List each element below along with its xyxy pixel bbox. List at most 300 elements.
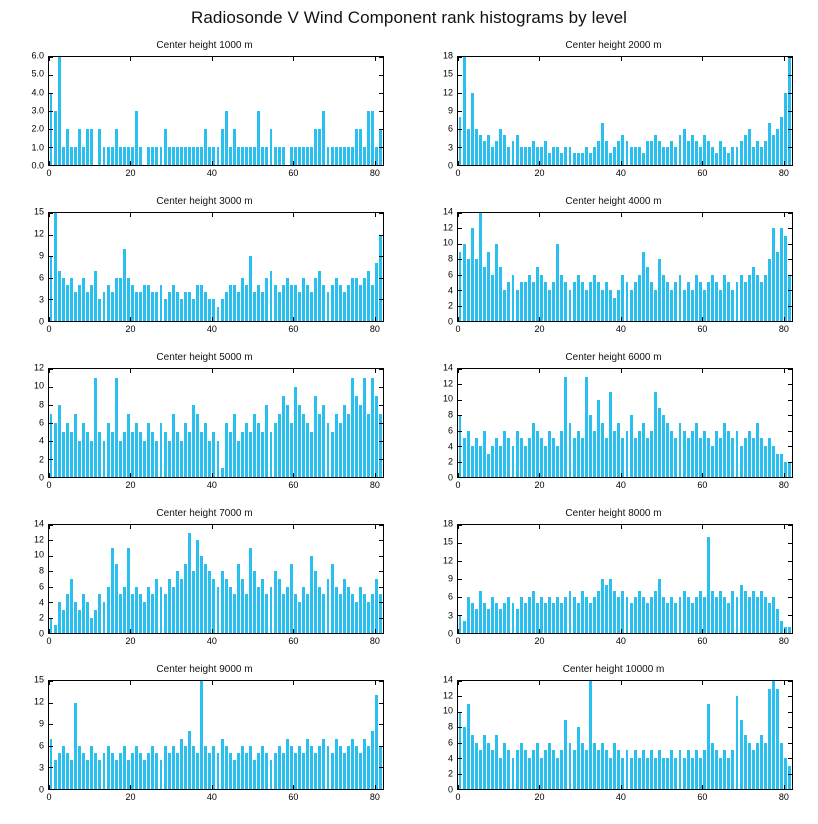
bar: [155, 292, 158, 321]
bar: [487, 135, 490, 165]
y-tick-label: 14: [442, 674, 453, 685]
bar: [233, 594, 236, 633]
bar: [188, 292, 191, 321]
bar: [683, 591, 686, 633]
y-tick-label: 2: [447, 768, 453, 779]
bar: [115, 278, 118, 321]
bar: [752, 267, 755, 321]
bar: [544, 603, 547, 633]
bar: [679, 750, 682, 789]
bar: [679, 275, 682, 321]
x-tick-label: 60: [697, 324, 708, 334]
bar: [772, 228, 775, 321]
bar: [569, 423, 572, 477]
bar: [62, 278, 65, 321]
bar: [367, 414, 370, 477]
bar: [62, 147, 65, 165]
bar: [249, 432, 252, 477]
bar: [503, 135, 506, 165]
bar: [503, 743, 506, 789]
plot-frame: [457, 524, 793, 634]
bar: [585, 750, 588, 789]
y-tick-mark: [788, 213, 792, 214]
bar: [359, 129, 362, 165]
x-tick-mark: [49, 473, 50, 477]
x-tick-label: 0: [46, 480, 52, 490]
bar: [601, 743, 604, 789]
bar: [609, 290, 612, 321]
bar: [86, 602, 89, 633]
bar: [471, 446, 474, 477]
y-tick-label: 0: [447, 472, 453, 483]
bar: [379, 594, 382, 633]
y-tick-mark: [458, 758, 462, 759]
bar: [776, 454, 779, 477]
bar: [459, 252, 462, 321]
bar: [589, 603, 592, 633]
bar: [638, 758, 641, 789]
bar: [306, 147, 309, 165]
x-axis-labels: [48, 636, 384, 650]
bar: [164, 299, 167, 321]
bar: [168, 441, 171, 477]
bar: [115, 378, 118, 477]
bar: [212, 746, 215, 789]
y-tick-mark: [788, 275, 792, 276]
x-tick-label: 0: [455, 324, 461, 334]
bar: [752, 591, 755, 633]
bar: [564, 282, 567, 321]
y-tick-label: 0: [447, 160, 453, 171]
chart-panel: [0, 40, 409, 196]
x-tick-mark: [539, 317, 540, 321]
x-tick-mark: [293, 525, 294, 529]
x-tick-label: 40: [615, 636, 626, 646]
bar: [589, 153, 592, 165]
bar: [658, 750, 661, 789]
bar: [491, 750, 494, 789]
bar: [119, 278, 122, 321]
bar: [564, 147, 567, 165]
bar: [707, 141, 710, 165]
bar: [491, 446, 494, 477]
bar: [371, 378, 374, 477]
y-tick-mark: [379, 540, 383, 541]
y-tick-mark: [49, 477, 53, 478]
y-tick-mark: [788, 597, 792, 598]
bar: [314, 129, 317, 165]
x-tick-mark: [458, 161, 459, 165]
x-tick-mark: [539, 681, 540, 685]
bar: [605, 750, 608, 789]
bar: [744, 282, 747, 321]
bar: [764, 446, 767, 477]
y-tick-mark: [788, 57, 792, 58]
y-tick-mark: [458, 543, 462, 544]
bar: [524, 147, 527, 165]
bar: [666, 603, 669, 633]
bar: [748, 743, 751, 789]
bar: [475, 609, 478, 633]
bar: [290, 147, 293, 165]
y-tick-label: 15: [33, 206, 44, 217]
bar: [503, 431, 506, 477]
bar: [139, 292, 142, 321]
bar: [715, 597, 718, 633]
bar: [74, 147, 77, 165]
bar: [294, 285, 297, 321]
bar: [711, 275, 714, 321]
y-tick-mark: [379, 165, 383, 166]
bar: [617, 423, 620, 477]
bar: [495, 438, 498, 477]
x-tick-mark: [621, 317, 622, 321]
bar-series: [49, 681, 383, 789]
bar: [654, 135, 657, 165]
bar: [310, 556, 313, 633]
y-tick-mark: [788, 111, 792, 112]
bar: [331, 753, 334, 789]
x-tick-label: 0: [46, 636, 52, 646]
x-tick-mark: [293, 161, 294, 165]
bar: [363, 147, 366, 165]
x-tick-mark: [458, 213, 459, 217]
bar: [90, 746, 93, 789]
y-tick-mark: [379, 405, 383, 406]
x-tick-mark: [49, 525, 50, 529]
bar: [188, 432, 191, 477]
bar: [217, 147, 220, 165]
y-tick-mark: [49, 587, 53, 588]
y-tick-mark: [788, 543, 792, 544]
bar: [245, 285, 248, 321]
bar: [646, 438, 649, 477]
bar: [58, 405, 61, 477]
bar: [78, 129, 81, 165]
bar: [74, 414, 77, 477]
y-tick-mark: [458, 228, 462, 229]
bar: [540, 147, 543, 165]
bar: [516, 290, 519, 321]
bar: [331, 432, 334, 477]
bar: [613, 431, 616, 477]
bar: [196, 753, 199, 789]
bar: [237, 441, 240, 477]
x-axis-labels: [457, 324, 793, 338]
bar: [135, 587, 138, 633]
x-tick-label: 0: [46, 792, 52, 802]
bar: [151, 594, 154, 633]
bar: [164, 432, 167, 477]
y-tick-mark: [379, 441, 383, 442]
bar: [229, 753, 232, 789]
bar: [719, 141, 722, 165]
bar: [581, 282, 584, 321]
bar: [290, 564, 293, 633]
bar: [744, 591, 747, 633]
x-tick-label: 20: [125, 324, 136, 334]
bar: [371, 285, 374, 321]
x-tick-mark: [539, 57, 540, 61]
y-tick-label: 10: [33, 549, 44, 560]
bar: [274, 147, 277, 165]
bar: [298, 746, 301, 789]
bar: [597, 750, 600, 789]
y-tick-mark: [49, 75, 53, 76]
bar: [261, 292, 264, 321]
x-tick-mark: [49, 317, 50, 321]
bar: [573, 750, 576, 789]
bar: [687, 282, 690, 321]
y-tick-mark: [788, 579, 792, 580]
bar: [727, 758, 730, 789]
chart-panel: [0, 196, 409, 352]
bar: [715, 431, 718, 477]
bar: [82, 278, 85, 321]
bar: [339, 423, 342, 477]
bar: [200, 285, 203, 321]
bar: [131, 594, 134, 633]
bar: [282, 396, 285, 477]
bar: [278, 414, 281, 477]
x-tick-label: 20: [125, 792, 136, 802]
bar: [528, 758, 531, 789]
x-tick-label: 60: [288, 636, 299, 646]
bar-series: [458, 525, 792, 633]
x-tick-label: 80: [369, 636, 380, 646]
bar: [471, 735, 474, 789]
bar: [58, 602, 61, 633]
bar: [687, 597, 690, 633]
y-tick-mark: [458, 774, 462, 775]
bar: [674, 147, 677, 165]
bar: [111, 147, 114, 165]
x-tick-label: 80: [778, 168, 789, 178]
bar: [609, 392, 612, 477]
bar: [155, 753, 158, 789]
bar: [192, 405, 195, 477]
y-tick-label: 9: [38, 718, 44, 729]
bar: [573, 282, 576, 321]
bar: [642, 153, 645, 165]
y-tick-mark: [49, 405, 53, 406]
bar: [257, 111, 260, 165]
panel-title: Center height 8000 m: [565, 508, 662, 519]
bar: [62, 432, 65, 477]
bar: [155, 147, 158, 165]
bar: [176, 147, 179, 165]
bar: [86, 760, 89, 789]
bar: [784, 627, 787, 633]
bar: [772, 597, 775, 633]
bar: [245, 594, 248, 633]
bar: [707, 438, 710, 477]
bar: [540, 758, 543, 789]
y-tick-label: 10: [33, 380, 44, 391]
panel-title: Center height 10000 m: [562, 664, 665, 675]
x-tick-mark: [293, 629, 294, 633]
y-tick-mark: [458, 147, 462, 148]
chart-panel: [409, 352, 818, 508]
y-tick-mark: [379, 93, 383, 94]
bar: [359, 405, 362, 477]
bar: [483, 267, 486, 321]
bar: [699, 591, 702, 633]
y-tick-label: 2: [38, 612, 44, 623]
bar: [621, 591, 624, 633]
bar: [495, 244, 498, 321]
bar: [768, 603, 771, 633]
bar: [233, 285, 236, 321]
y-tick-mark: [49, 459, 53, 460]
bar: [70, 432, 73, 477]
bar: [597, 400, 600, 477]
bar: [314, 396, 317, 477]
y-tick-mark: [458, 633, 462, 634]
x-tick-mark: [458, 473, 459, 477]
bar: [314, 278, 317, 321]
bar: [290, 423, 293, 477]
bar: [200, 681, 203, 789]
bar: [204, 129, 207, 165]
y-tick-label: 6: [38, 272, 44, 283]
bar: [479, 750, 482, 789]
bar: [695, 141, 698, 165]
bar: [70, 760, 73, 789]
bar: [736, 431, 739, 477]
bar: [151, 432, 154, 477]
bar: [654, 290, 657, 321]
bar: [265, 405, 268, 477]
bar: [634, 282, 637, 321]
bar: [613, 147, 616, 165]
bar: [780, 117, 783, 165]
bar: [94, 271, 97, 321]
y-tick-mark: [49, 299, 53, 300]
bar: [499, 446, 502, 477]
bar: [752, 147, 755, 165]
bar: [552, 750, 555, 789]
y-tick-label: 10: [442, 393, 453, 404]
x-tick-mark: [784, 785, 785, 789]
bar: [70, 579, 73, 633]
bar: [674, 438, 677, 477]
bar: [768, 123, 771, 165]
y-tick-mark: [458, 561, 462, 562]
bar: [609, 758, 612, 789]
bar: [687, 438, 690, 477]
bar: [355, 602, 358, 633]
bar: [180, 579, 183, 633]
bar: [127, 278, 130, 321]
bar: [314, 753, 317, 789]
y-tick-label: 6.0: [31, 50, 44, 61]
y-tick-mark: [379, 681, 383, 682]
bar: [552, 603, 555, 633]
panel-title: Center height 9000 m: [156, 664, 253, 675]
x-tick-mark: [49, 681, 50, 685]
x-tick-mark: [702, 369, 703, 373]
y-tick-mark: [788, 743, 792, 744]
bar: [184, 147, 187, 165]
bar: [507, 597, 510, 633]
bar: [556, 758, 559, 789]
x-tick-mark: [130, 681, 131, 685]
x-tick-mark: [702, 213, 703, 217]
x-tick-mark: [784, 629, 785, 633]
bar: [503, 290, 506, 321]
bar: [261, 147, 264, 165]
plot-frame: [48, 368, 384, 478]
bar: [536, 147, 539, 165]
plot-area: [48, 524, 384, 634]
bar: [74, 292, 77, 321]
bar: [646, 758, 649, 789]
x-tick-label: 40: [615, 792, 626, 802]
y-tick-label: 6: [447, 591, 453, 602]
y-tick-mark: [379, 703, 383, 704]
bar: [286, 405, 289, 477]
bar: [160, 423, 163, 477]
bar: [756, 275, 759, 321]
plot-frame: [48, 524, 384, 634]
bar: [363, 594, 366, 633]
bar: [86, 292, 89, 321]
bar: [764, 597, 767, 633]
bar: [463, 438, 466, 477]
bar: [375, 579, 378, 633]
bar: [740, 275, 743, 321]
bar: [184, 746, 187, 789]
x-tick-label: 20: [534, 168, 545, 178]
bar: [650, 597, 653, 633]
bar: [164, 746, 167, 789]
bar: [768, 259, 771, 321]
bar: [347, 414, 350, 477]
bar: [459, 615, 462, 633]
bar: [241, 579, 244, 633]
bar: [339, 147, 342, 165]
bar: [670, 750, 673, 789]
bar: [548, 743, 551, 789]
bar: [123, 432, 126, 477]
chart-panel: [0, 664, 409, 820]
bar: [687, 141, 690, 165]
x-tick-label: 0: [46, 324, 52, 334]
bar: [347, 147, 350, 165]
bar: [306, 739, 309, 789]
bar: [528, 147, 531, 165]
bar: [634, 597, 637, 633]
bar: [335, 278, 338, 321]
bar: [479, 213, 482, 321]
x-tick-label: 20: [534, 792, 545, 802]
x-tick-mark: [458, 57, 459, 61]
bar: [192, 147, 195, 165]
bar: [617, 290, 620, 321]
y-tick-mark: [458, 462, 462, 463]
bar: [748, 275, 751, 321]
bar: [585, 147, 588, 165]
y-tick-label: 2.0: [31, 123, 44, 134]
x-tick-mark: [458, 681, 459, 685]
bar: [192, 571, 195, 633]
y-axis-labels: [409, 362, 453, 483]
bar: [736, 597, 739, 633]
bar: [225, 579, 228, 633]
bar: [560, 431, 563, 477]
bar: [176, 571, 179, 633]
